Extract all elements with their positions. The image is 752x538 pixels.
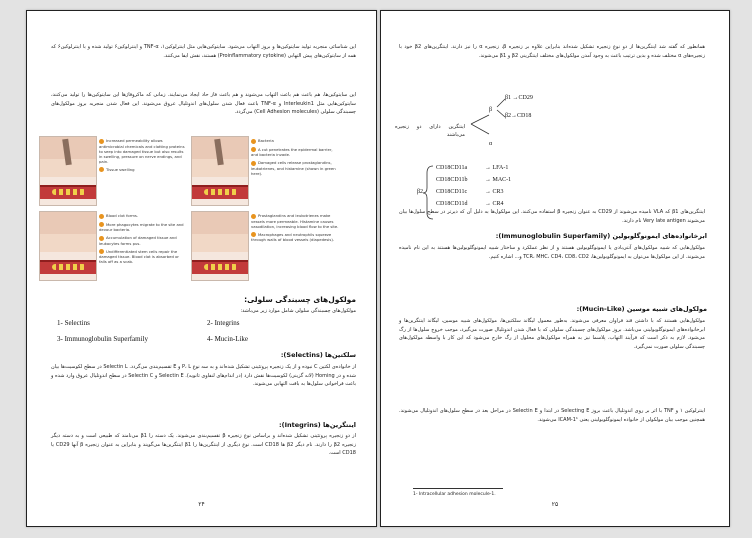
figure-note: Undifferentiated stem cells repair the damaged tissue. Blood clot is absorbed or falls off as a scab. (99, 248, 179, 264)
diagram-lines (381, 11, 729, 526)
footnote-rule (413, 488, 503, 489)
diagram-row-right: → CR3 (485, 189, 504, 195)
figure-note: Increased permeability allows antimicrobial chemicals and clotting proteins to seep into damaged tissue but also results in swelling, pressure on nerve endings, and pain. (99, 138, 185, 164)
adhesion-list-item: 3- Immunoglobulin Superfamily (57, 335, 148, 343)
footnote: 1- Intracellular adhesion molecule-1. (413, 492, 496, 497)
inflammation-figure-2 (39, 136, 189, 204)
diagram-root-label: اینتگرین دارای دو زنجیره می‌باشند (395, 124, 465, 138)
igsf-paragraph: مولکول‌هایی که شبیه مولکول‌های آنتی‌بادی یا ایمونوگلوبولین هستند و از نظر عملکرد و ساختار شبیه ایمونوگلوبولین‌ها هستند به این نام نامیده می‌شوند. از این مولکول‌ها می‌توان به ایمونوگلوبولین‌ها، TCR، MHC، CD4، CD8، CD2 و... اشاره کنیم. (399, 245, 705, 260)
mucin-paragraph: مولکول‌هایی هستند که با داشتن قند فراوان معرفی می‌شوند. به‌طور معمول لیگاند سلکتین‌ها، مولکول‌های شبیه موسین، لیگاند اینتگرین‌ها و ابرخانواده‌های ایمونوگلوبولینی می‌باشد. بروز مولکول‌های چسبندگی سلولی که با فعال شدن اندوتلیال صورت می‌گیرد، موجب خروج سلول‌ها از رگ می‌شود. لازم به ذکر است که فرآیند التهاب، پلاسما نیز به همراه مولکول‌های محلول از رگ خارج می‌شود که این کار با واسطه مولکول‌های چسبندگی سلولی صورت نمی‌گیرد. (399, 318, 705, 350)
diagram-beta1: β1 →CD29 (505, 95, 533, 101)
intro-paragraph: همانطور که گفته شد اینتگرین‌ها از دو نوع زنجیره تشکیل شده‌اند بنابراین علاوه بر زنجیره β، زنجیره α را نیز دارند. اینتگرین‌های β2 خود با زنجیره‌های α مختلف شده و بدین ترتیب باعث به وجود آمدن مولکول‌های مختلف اینتگرینی β2 و β1 می‌شوند. (399, 44, 705, 59)
integrins-paragraph: از دو زنجیره پروتئینی تشکیل شده‌اند و براساس نوع زنجیره β تقسیم‌بندی می‌شوند. یک دسته را β1 می‌نامند که طبیعی است و به دسته دیگر زنجیره β2 را دارند. نام دیگر β2 ها CD18 است. نوع دیگری از اینتگرین‌ها را β1 اینتگرین‌ها می‌گویند و بنابراین به عنوان زنجیره β آنها CD29 یا CD18 است. (51, 433, 356, 457)
figure-note: Macrophages and neutrophils squeeze through walls of blood vessels (diapedesis). (251, 231, 335, 242)
figure-note: Accumulation of damaged tissue and leukocytes forms pus. (99, 235, 177, 246)
figure-note: Prostaglandins and leukotrienes make vessels more permeable. Histamine causes vasodilation, increasing blood flow to the site. (251, 213, 339, 229)
diagram-beta: β (489, 107, 493, 113)
vla-paragraph: اینتگرین‌های β1 که VLA نامیده می‌شوند از CD29 به عنوان زنجیره β استفاده می‌کنند. این مولکول‌ها به دلیل آن که دیرتر در سطح سلول‌ها بیان می‌شوند Very late antigen نام دارند. (399, 209, 705, 224)
diagram-row-left: CD18CD11d (436, 201, 468, 207)
integrins-heading: اینتگرین‌ها (Integrins): (278, 421, 356, 429)
figure-note: A cut penetrates the epidermal barrier, and bacteria invade. (251, 146, 333, 157)
adhesion-list-item: 4- Mucin-Like (207, 335, 249, 343)
figure-note: Tissue swelling (99, 167, 187, 173)
intro-paragraph: این شناسائی منجربه تولید سایتوکین‌ها و بروز التهاب می‌شود. سایتوکین‌هایی مثل اینترلوکین۱، TNF-α و اینترلوکین۶ تولید شده و با اینترلوکین۶ که همه از سایتوکین‌های پیش التهابی (Proinflammatory cytokine) هستند، نقش ایفا می‌کنند. (51, 44, 357, 59)
diagram-row-left: CD18CD11a (436, 165, 468, 171)
diagram-row-right: → MAC-1 (485, 177, 512, 183)
adhesion-list-item: 2- Integrins (207, 319, 240, 327)
tissue-illustration (39, 211, 97, 281)
right-page (380, 10, 730, 527)
selectin-expression-paragraph: اینترلوکین ۱ و TNF با اثر بر روی اندوتلیال باعث بروز Selecting E در ابتدا و Selectin E در مراحل بعد در سطح سلول‌های اندوتلیال می‌شوند. همچنین موجب بیان مولکولی از خانواده ایمونوگلوبولینی یعنی ICAM-1¹ می‌شوند. (399, 408, 706, 423)
diagram-row-left: CD18CD11b (436, 177, 468, 183)
tissue-illustration (39, 136, 97, 206)
diagram-row-right: → CR4 (485, 201, 504, 207)
left-page (26, 10, 377, 527)
diagram-row-left: CD18CD11c (436, 189, 468, 195)
tissue-illustration (191, 136, 249, 206)
tissue-illustration (191, 211, 249, 281)
diagram-beta2: β2→CD18 (505, 113, 532, 119)
inflammation-figure-1 (191, 136, 341, 204)
adhesion-intro: مولکول‌های چسبندگی سلولی شامل موارد زیر می‌باشد: (240, 308, 356, 314)
figure-note: Damaged cells release prostaglandins, leukotrienes, and histamine (shown in green here). (251, 160, 336, 176)
page-number: ۲۴ (198, 501, 205, 508)
figure-note: More phagocytes migrate to the site and devour bacteria. (99, 221, 184, 232)
selectins-paragraph: از خانواده‌ی لکتین C نبوده و از یک زنجیره پروتئینی تشکیل شده‌اند و به سه نوع P، L و E تقسیم‌بندی می‌گردد. Selectin L در سطح لکوسیت‌ها بیان شده و در Homing (لانه گزینی) لکوسیت‌ها نقش دارد (در اندام‌های لنفاوی ثانویه). Selectin E و Selectin C در سطح اندوتلیال عروق وارد شده و باعث فراخوانی سلول‌ها به بافت التهابی می‌شوند. (51, 364, 357, 388)
diagram-beta2-group: β2 (417, 189, 424, 195)
page-number: ۲۵ (551, 501, 559, 508)
selectins-heading: سلکتین‌ها (Selectins): (280, 351, 356, 359)
inflammation-figure-4 (39, 211, 189, 279)
mucin-heading: مولکول‌های شبیه موسین (Mucin-Like): (576, 305, 707, 313)
igsf-heading: ابرخانواده‌های ایمونوگلوبولین (Immunoglobulin Superfamily): (495, 232, 707, 240)
figure-note: Blood clot forms. (99, 213, 187, 219)
cytokine-paragraph: این سایتوکین‌ها، هم باعث هم باعث التهاب می‌شوند و هم باعث فاز حاد ایجاد می‌نمایند. زمانی که ماکروفاژها این سایتوکین‌ها را تولید می‌کنند، سایتوکین‌هایی مثل Interleukin1 و TNF-α باعث فعال شدن سلول‌های اندوتلیال عروق می‌شوند. این فعال شدن منجربه بروز مولکول‌های چسبندگی سلولی (Cell Adhesion molecules) می‌گردد. (51, 92, 356, 116)
diagram-row-right: → LFA-1 (485, 165, 509, 171)
adhesion-list-item: 1- Selectins (57, 319, 90, 327)
integrin-diagram (381, 11, 729, 526)
inflammation-figure-3 (191, 211, 341, 279)
diagram-alpha: α (489, 141, 493, 147)
adhesion-heading: مولکول‌های چسبندگی سلولی: (244, 295, 356, 304)
figure-note: Bacteria (251, 138, 339, 144)
